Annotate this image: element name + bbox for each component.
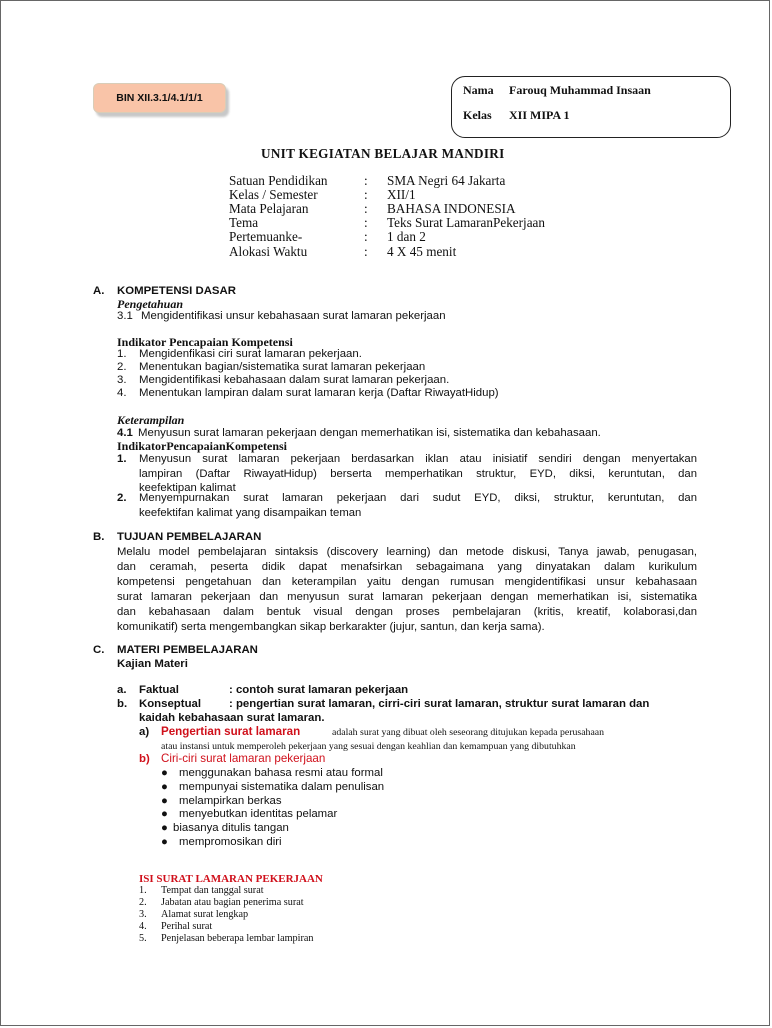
kd-number: 3.1 (117, 310, 133, 322)
list-item: Perihal surat (161, 921, 213, 932)
list-item-text: menyebutkan identitas pelamar (179, 808, 338, 820)
list-item: Menentukan bagian/sistematika surat lamaran pekerjaan (139, 361, 426, 373)
list-item: Mengidenfikasi ciri surat lamaran pekerjaan. (139, 348, 362, 360)
konseptual-text-cont: kaidah kebahasaan surat lamaran. (139, 712, 325, 724)
list-number: 5. (139, 933, 147, 944)
identity-value: XII/1 (387, 187, 416, 202)
list-item-text: menggunakan bahasa resmi atau formal (179, 767, 383, 779)
list-item-text: mempromosikan diri (179, 836, 282, 848)
bullet-icon: ● (161, 822, 168, 834)
section-a-letter: A. (93, 285, 105, 297)
kd-text: Mengidentifikasi unsur kebahasaan surat lamaran pekerjaan (141, 310, 446, 322)
list-item (161, 808, 337, 820)
identity-label: Tema (229, 215, 259, 230)
pengertian-text: adalah surat yang dibuat oleh seseorang ditujukan kepada perusahaan (332, 727, 605, 738)
list-item: Tempat dan tanggal surat (161, 885, 264, 896)
list-number: 4. (117, 387, 127, 399)
ciri-label: Ciri-ciri surat lamaran pekerjaan (161, 752, 326, 765)
identity-label: Satuan Pendidikan (229, 173, 328, 188)
list-item-line: Menyusun surat lamaran pekerjaan berdasarkan iklan atau inisiatif sendiri dengan menyertakan (139, 453, 697, 465)
identity-value: SMA Negri 64 Jakarta (387, 173, 506, 188)
list-item: Mengidentifikasi kebahasaan dalam surat lamaran pekerjaan. (139, 374, 450, 386)
section-a-heading: KOMPETENSI DASAR (117, 285, 236, 297)
ciri-letter: b) (139, 753, 150, 765)
list-item-text: melampirkan berkas (179, 795, 282, 807)
keterampilan-label: Keterampilan (117, 413, 185, 427)
bullet-icon: ● (161, 795, 168, 807)
identity-label: Kelas / Semester (229, 187, 318, 202)
identity-sep: : (364, 229, 368, 244)
list-item: Alamat surat lengkap (161, 909, 249, 920)
list-item (161, 836, 282, 848)
list-item-line: keefektifan kalimat yang disampaikan teman (139, 506, 362, 519)
pengertian-label: Pengertian surat lamaran (161, 725, 301, 738)
bullet-icon: ● (161, 767, 168, 779)
identity-value: 1 dan 2 (387, 229, 426, 244)
pengertian-text-cont: atau instansi untuk memperoleh pekerjaan yang sesuai dengan keahlian dan kemampuan yang dibutuhkan (161, 741, 576, 752)
paragraph-line: dan ceramah, peserta didik dapat menafsirkan sebagaimana yang dinyatakan dalam kurikulum (117, 560, 697, 573)
indikator2-heading: IndikatorPencapaianKompetensi (117, 439, 288, 453)
list-item: Menentukan lampiran dalam surat lamaran kerja (Daftar RiwayatHidup) (139, 387, 499, 399)
section-b-letter: B. (93, 531, 105, 543)
konseptual-text: : pengertian surat lamaran, cirri-ciri surat lamaran, struktur surat lamaran dan (229, 698, 650, 710)
identity-sep: : (364, 201, 368, 216)
konseptual-letter: b. (117, 698, 128, 710)
faktual-letter: a. (117, 684, 127, 696)
list-item-text: mempunyai sistematika dalam penulisan (179, 781, 385, 793)
list-number: 1. (139, 885, 147, 896)
section-c-heading: MATERI PEMBELAJARAN (117, 644, 258, 656)
code-badge: BIN XII.3.1/4.1/1/1 (93, 83, 226, 113)
paragraph-line: surat lamaran pekerjaan dan menyusun surat lamaran pekerjaan dengan memerhatikan isi, sistematika (117, 590, 697, 603)
list-number: 3. (117, 374, 127, 386)
identity-sep: : (364, 173, 368, 188)
identity-value: Teks Surat LamaranPekerjaan (387, 215, 545, 230)
list-number: 1. (117, 453, 127, 465)
kd2-text: Menyusun surat lamaran pekerjaan dengan memerhatikan isi, sistematika dan kebahasaan. (138, 427, 601, 439)
list-item-line: Menyempurnakan surat lamaran pekerjaan dari sudut EYD, diksi, struktur, keruntutan, dan (139, 492, 697, 504)
name-label: Nama (463, 83, 494, 97)
identity-sep: : (364, 244, 368, 259)
bullet-icon: ● (161, 836, 168, 848)
konseptual-label: Konseptual (139, 698, 202, 710)
identity-value: BAHASA INDONESIA (387, 201, 516, 216)
identity-label: Pertemuanke- (229, 229, 303, 244)
name-value: Farouq Muhammad Insaan (509, 83, 651, 97)
list-number: 2. (139, 897, 147, 908)
section-b-heading: TUJUAN PEMBELAJARAN (117, 531, 262, 543)
list-number: 4. (139, 921, 147, 932)
identity-label: Mata Pelajaran (229, 201, 309, 216)
list-number: 1. (117, 348, 127, 360)
tujuan-paragraph (117, 545, 697, 634)
class-label: Kelas (463, 108, 492, 122)
faktual-label: Faktual (139, 684, 179, 696)
bullet-icon: ● (161, 808, 168, 820)
pengetahuan-label: Pengetahuan (117, 297, 184, 311)
list-number: 2. (117, 361, 127, 373)
list-item-line: keefektipan kalimat (139, 482, 236, 495)
identity-sep: : (364, 215, 368, 230)
page-title: UNIT KEGIATAN BELAJAR MANDIRI (261, 146, 505, 161)
identity-label: Alokasi Waktu (229, 244, 308, 259)
list-item (161, 767, 383, 779)
kd2-number: 4.1 (117, 427, 133, 439)
list-item-text: biasanya ditulis tangan (173, 822, 289, 834)
list-number: 3. (139, 909, 147, 920)
paragraph-line: kompetensi pengetahuan dan keterampilan yaitu dengan rumusan mengidentifikasi unsur kebahasaan (117, 575, 697, 588)
list-item (161, 795, 282, 807)
list-item (161, 781, 384, 793)
paragraph-line: dan kebahasaan dalam bentuk visual dengan proses pembelajaran (kritis, kreatif, kolaborasi,dan (117, 605, 697, 618)
paragraph-line: komunikatif) serta mengembangkan sikap berkarakter (jujur, santun, dan kerja sama). (117, 620, 545, 633)
paragraph-line: Melalu model pembelajaran sintaksis (discovery learning) dan metode diskusi, Tanya jawab, penugasan, (117, 546, 697, 558)
faktual-text: : contoh surat lamaran pekerjaan (229, 684, 409, 696)
list-number: 2. (117, 492, 127, 504)
identity-sep: : (364, 187, 368, 202)
list-item (161, 822, 289, 834)
bullet-icon: ● (161, 781, 168, 793)
list-item (139, 452, 697, 496)
identity-value: 4 X 45 menit (387, 244, 457, 259)
list-item: Jabatan atau bagian penerima surat (161, 897, 304, 908)
indikator-heading: Indikator Pencapaian Kompetensi (117, 335, 293, 349)
class-value: XII MIPA 1 (509, 108, 570, 122)
list-item-line: lampiran (Daftar RiwayatHidup) berserta memperhatikan struktur, EYD, diksi, keruntutan, dan (139, 467, 697, 480)
list-item: Penjelasan beberapa lembar lampiran (161, 933, 314, 944)
pengertian-letter: a) (139, 726, 150, 738)
isi-heading: ISI SURAT LAMARAN PEKERJAAN (139, 873, 323, 885)
section-c-letter: C. (93, 644, 105, 656)
list-item (139, 491, 697, 520)
kajian-materi-label: Kajian Materi (117, 658, 188, 670)
